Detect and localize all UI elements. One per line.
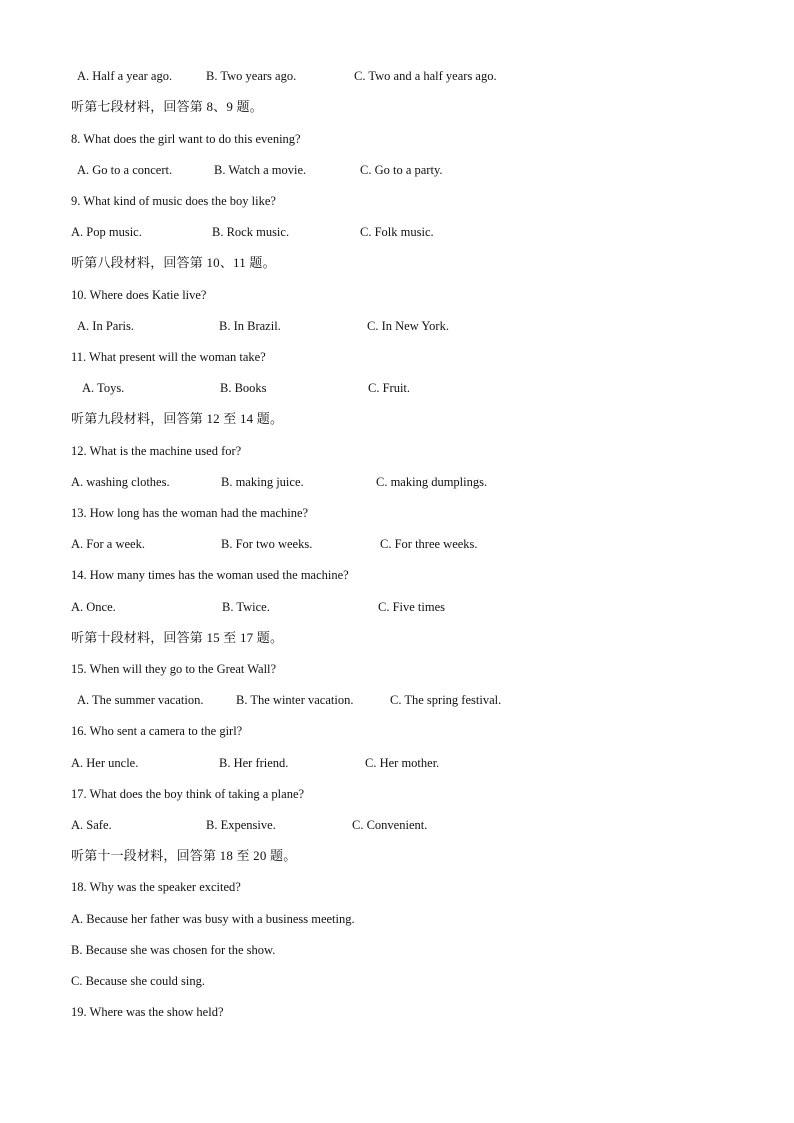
q16-option-b: B. Her friend.	[219, 756, 289, 770]
q17-option-c: C. Convenient.	[352, 818, 428, 832]
q7-option-b: B. Two years ago.	[206, 69, 297, 83]
q12-option-b: B. making juice.	[221, 475, 304, 489]
q16-option-c: C. Her mother.	[365, 756, 440, 770]
q8-option-a: A. Go to a concert.	[77, 163, 173, 177]
q13-option-b: B. For two weeks.	[221, 537, 313, 551]
q15-option-a: A. The summer vacation.	[77, 693, 204, 707]
q11-option-a: A. Toys.	[82, 381, 125, 395]
q11-option-b: B. Books	[220, 381, 267, 395]
q17-option-b: B. Expensive.	[206, 818, 276, 832]
q12-option-a: A. washing clothes.	[71, 475, 170, 489]
q14-option-a: A. Once.	[71, 600, 116, 614]
q11-option-c: C. Fruit.	[368, 381, 411, 395]
q10-option-c: C. In New York.	[367, 319, 449, 333]
q10-option-b: B. In Brazil.	[219, 319, 281, 333]
q16-option-a: A. Her uncle.	[71, 756, 139, 770]
q9-option-c: C. Folk music.	[360, 225, 434, 239]
q7-option-a: A. Half a year ago.	[77, 69, 173, 83]
q13-option-a: A. For a week.	[71, 537, 145, 551]
q9-option-a: A. Pop music.	[71, 225, 142, 239]
q15-option-b: B. The winter vacation.	[236, 693, 354, 707]
q14-option-c: C. Five times	[378, 600, 446, 614]
q8-option-b: B. Watch a movie.	[214, 163, 307, 177]
q9-option-b: B. Rock music.	[212, 225, 290, 239]
q17-option-a: A. Safe.	[71, 818, 112, 832]
q14-option-b: B. Twice.	[222, 600, 270, 614]
q13-option-c: C. For three weeks.	[380, 537, 478, 551]
q15-option-c: C. The spring festival.	[390, 693, 502, 707]
q7-option-c: C. Two and a half years ago.	[354, 69, 497, 83]
q12-option-c: C. making dumplings.	[376, 475, 488, 489]
q10-option-a: A. In Paris.	[77, 319, 134, 333]
q8-option-c: C. Go to a party.	[360, 163, 443, 177]
